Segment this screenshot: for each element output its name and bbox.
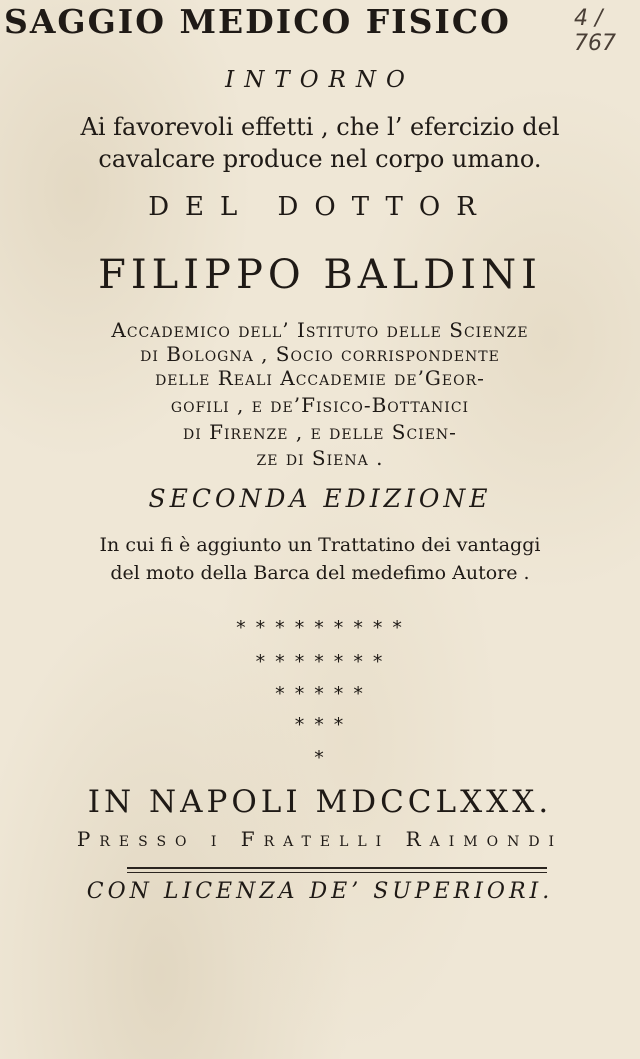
ornament-row-1: * * * * * * * * * <box>236 617 404 639</box>
affiliation-line-1: Accademico dell’ Istituto delle Scienze <box>111 318 529 342</box>
topic-line-2: cavalcare produce nel corpo umano. <box>98 145 542 173</box>
divider-rule <box>127 867 547 869</box>
ornament-row-4: * * * <box>294 714 346 736</box>
edition-note-line-1: In cui fi è aggiunto un Trattatino dei vantaggi <box>99 534 541 556</box>
ornament-row-2: * * * * * * * <box>255 651 385 673</box>
edition-note-line-2: del moto della Barca del medefimo Autore . <box>110 562 530 584</box>
ornament-row-3: * * * * * <box>275 683 365 705</box>
title-connector: INTORNO <box>225 67 415 93</box>
author-prefix: DEL DOTTOR <box>148 192 492 222</box>
affiliation-line-2: di Bologna , Socio corrispondente <box>140 342 500 366</box>
imprint-license: CON LICENZA DE’ SUPERIORI. <box>86 879 554 904</box>
affiliation-line-4: gofili , e de’Fisico-Bottanici <box>170 393 470 417</box>
imprint-place-date: IN NAPOLI MDCCLXXX. <box>87 784 553 820</box>
imprint-publisher: Presso i Fratelli Raimondi <box>76 827 564 851</box>
library-stamp: 4 / 767 <box>574 6 616 56</box>
ornament-row-5: * <box>314 747 326 769</box>
topic-line-1: Ai favorevoli effetti , che l’ efercizio del <box>80 113 560 141</box>
divider-rule-thin <box>127 872 547 873</box>
edition-label: SECONDA EDIZIONE <box>148 484 492 513</box>
affiliation-line-5: di Firenze , e delle Scien- <box>183 420 457 444</box>
affiliation-line-6: ze di Siena . <box>256 446 384 470</box>
author-name: FILIPPO BALDINI <box>98 252 542 298</box>
affiliation-line-3: delle Reali Accademie de’Geor- <box>155 366 485 390</box>
book-title: SAGGIO MEDICO FISICO <box>4 2 511 41</box>
